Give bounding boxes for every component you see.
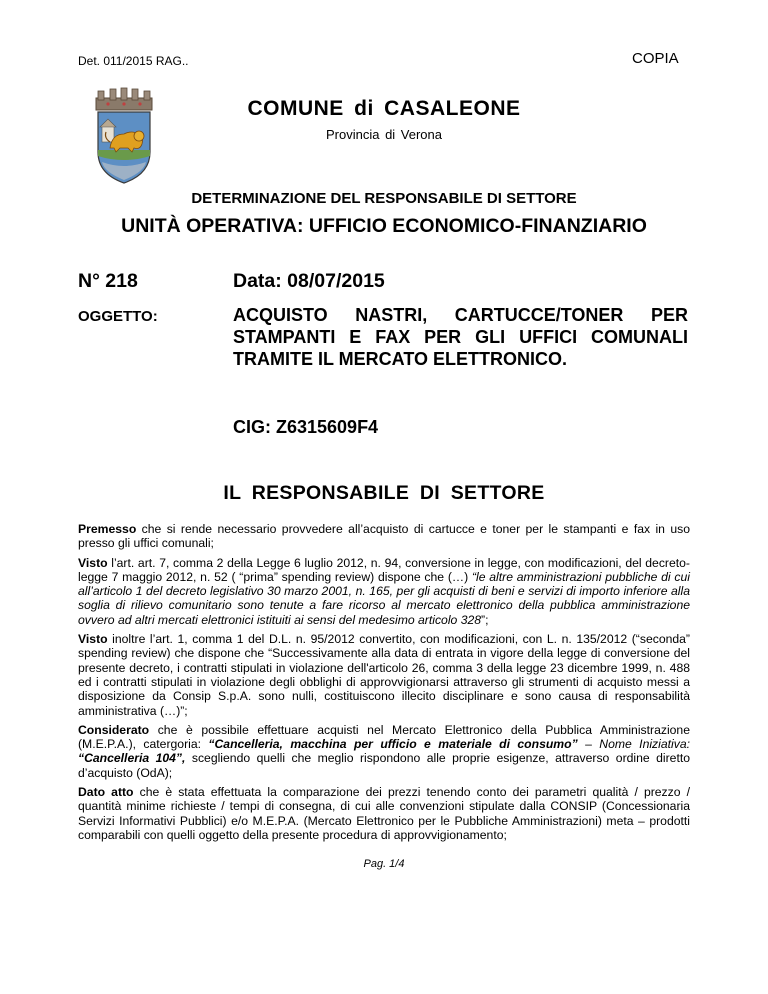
paragraph-text: scegliendo quelli che meglio rispondono alle proprie esigenze, attraverso ordine diretto d’acquisto (OdA); [78,751,690,780]
paragraph-keyword: Premesso [78,522,137,536]
determination-reference: Det. 011/2015 RAG.. [78,54,189,68]
operative-unit-heading: UNITÀ OPERATIVA: UFFICIO ECONOMICO-FINANZIARIO [121,215,647,237]
section-title: IL RESPONSABILE DI SETTORE [223,482,545,504]
page-number: Pag. 1/4 [363,858,405,870]
initiative-name: “Cancelleria 104”, [78,751,186,766]
province-name: Provincia di Verona [325,127,442,142]
paragraph-keyword: Visto [78,632,108,647]
document-body [78,522,690,847]
initiative-label: Nome Iniziativa: [599,737,690,752]
paragraph-text: l’art. art. 7, comma 2 della Legge 6 luglio 2012, n. 94, conversione in legge, con modificazioni, del decreto-legge 7 maggio 2012, n. 52 ( “prima” spending review) dispone che (…) [78,555,690,584]
paragraph-keyword: Considerato [78,722,150,737]
cig-code: CIG: Z6315609F4 [233,417,379,437]
paragraph-visto-1 [78,556,690,627]
paragraph-dato-atto [78,785,690,842]
paragraph-visto-2 [78,632,690,718]
copy-label: COPIA [632,50,679,67]
quoted-law-text: “le altre amministrazioni pubbliche di cui all’articolo 1 del decreto legislativo 30 marzo 2001, n. 165, per gli acquisti di beni e servizi di importo inferiore alla soglia di rilievo comunitario sono tenute a fare ricorso al mercato elettronico della pubblica amministrazione ovvero ad altri mercati elettronici istituiti ai sensi del medesimo articolo 328 [78,569,690,627]
subject-label: OGGETTO: [78,308,158,325]
paragraph-text: – [577,737,600,752]
paragraph-text: inoltre l’art. 1, comma 1 del D.L. n. 95/2012 convertito, con modificazioni, con L. n. 135/2012 (“seconda” spending review) che dispone che “Successivamente alla data di entrata in vigore della legge di conversione del presente decreto, i contratti stipulati in violazione dell'articolo 26, comma 3 della legge 23 dicembre 1999, n. 488 ed i contratti stipulati in violazione degli obblighi di approvvigionarsi attraverso gli strumenti di acquisto messi a disposizione da Consip S.p.A. sono nulli, costituiscono illecito disciplinare e sono causa di responsabilità amministrativa (…)”; [78,632,690,718]
category-name: “Cancelleria, macchina per ufficio e materiale di consumo” [208,737,578,752]
paragraph-text: che è stata effettuata la comparazione dei prezzi tenendo conto dei parametri qualità / prezzo / quantità minime richieste / tempi di consegna, di cui alle convenzioni stipulate dalla CONSIP (Concessionaria Servizi Informativi Pubblici) e/o M.E.P.A. (Mercato Elettronico per le Pubbliche Amministrazioni) meta – prodotti comparabili con quelli oggetto della presente procedura di approvvigionamento; [78,785,690,842]
paragraph-premesso [78,522,690,551]
paragraph-considerato [78,723,690,780]
paragraph-text: che si rende necessario provvedere all’acquisto di cartucce e toner per le stampanti e fax in uso presso gli uffici comunali; [78,522,690,551]
paragraph-keyword: Visto [78,555,108,570]
subject-text: ACQUISTO NASTRI, CARTUCCE/TONER PER STAMPANTI E FAX PER GLI UFFICI COMUNALI TRAMITE IL MERCATO ELETTRONICO. [233,305,688,369]
municipality-name: COMUNE di CASALEONE [247,97,521,120]
determination-date: Data: 08/07/2015 [233,270,385,292]
paragraph-text: ”; [481,612,489,627]
determination-number: N° 218 [78,270,138,292]
paragraph-text: che è possibile effettuare acquisti nel Mercato Elettronico della Pubblica Amministrazione (M.E.P.A.), catergoria: [78,722,690,752]
paragraph-keyword: Dato atto [78,785,134,800]
determination-heading: DETERMINAZIONE DEL RESPONSABILE DI SETTORE [191,190,577,207]
